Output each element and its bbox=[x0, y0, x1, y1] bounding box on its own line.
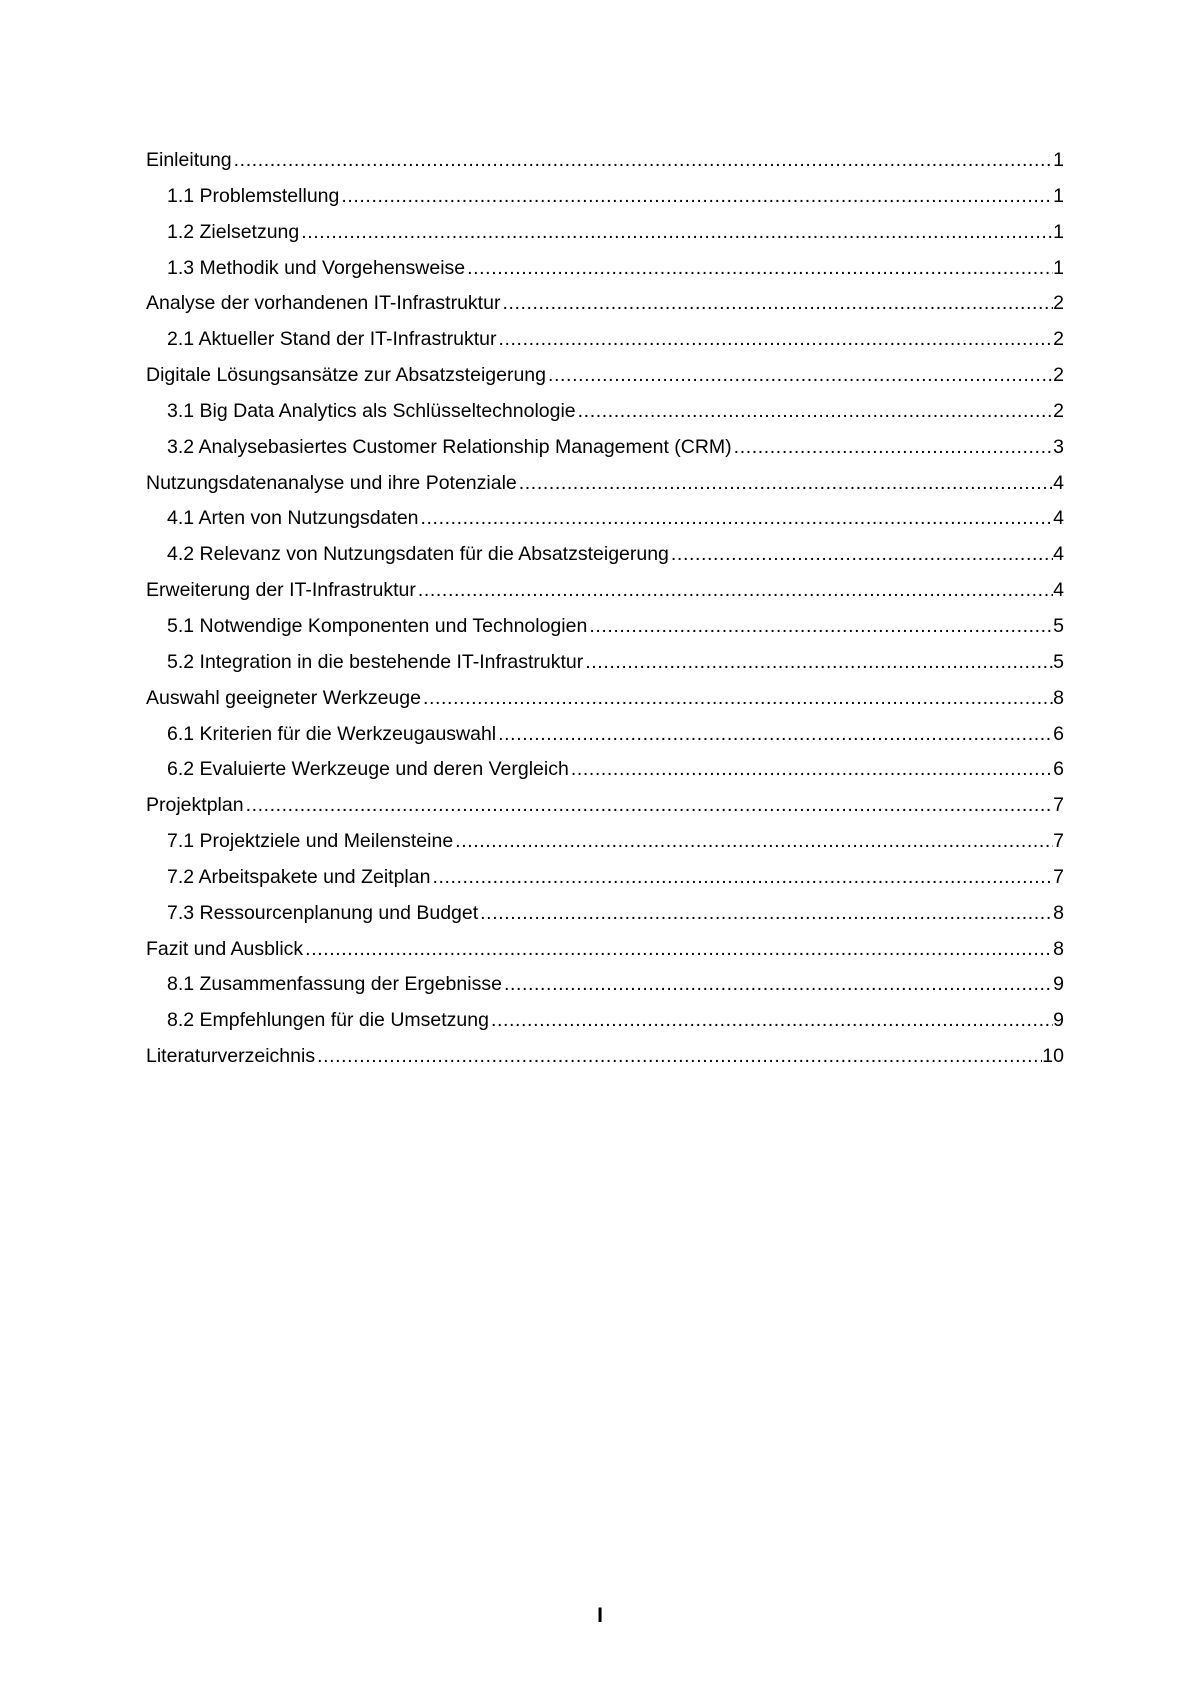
toc-chapter-entry[interactable] bbox=[146, 1039, 1064, 1075]
toc-entry-page-number: 9 bbox=[1053, 1009, 1064, 1032]
toc-dot-leader bbox=[489, 1003, 1053, 1039]
toc-dot-leader bbox=[496, 717, 1053, 753]
toc-section-entry[interactable] bbox=[146, 645, 1064, 681]
toc-entry-page-number: 2 bbox=[1053, 328, 1064, 351]
toc-entry-title: 7.2 Arbeitspakete und Zeitplan bbox=[167, 865, 431, 888]
toc-section-entry[interactable] bbox=[146, 394, 1064, 430]
toc-section-entry[interactable] bbox=[146, 860, 1064, 896]
toc-entry-page-number: 4 bbox=[1053, 507, 1064, 530]
toc-entry-page-number: 10 bbox=[1042, 1045, 1064, 1068]
toc-section-entry[interactable] bbox=[146, 179, 1064, 215]
toc-chapter-entry[interactable] bbox=[146, 286, 1064, 322]
toc-entry-page-number: 7 bbox=[1053, 830, 1064, 853]
page-number: I bbox=[597, 1604, 603, 1627]
toc-dot-leader bbox=[576, 394, 1053, 430]
toc-dot-leader bbox=[583, 645, 1053, 681]
toc-entry-page-number: 8 bbox=[1053, 901, 1064, 924]
toc-dot-leader bbox=[502, 967, 1053, 1003]
toc-dot-leader bbox=[546, 358, 1053, 394]
toc-dot-leader bbox=[587, 609, 1053, 645]
table-of-contents bbox=[146, 143, 1064, 1075]
toc-entry-page-number: 8 bbox=[1053, 937, 1064, 960]
toc-entry-page-number: 3 bbox=[1053, 435, 1064, 458]
toc-entry-title: Erweiterung der IT-Infrastruktur bbox=[146, 579, 416, 602]
toc-section-entry[interactable] bbox=[146, 609, 1064, 645]
toc-entry-title: Auswahl geeigneter Werkzeuge bbox=[146, 686, 421, 709]
toc-entry-title: 6.2 Evaluierte Werkzeuge und deren Vergleich bbox=[167, 758, 569, 781]
toc-entry-page-number: 2 bbox=[1053, 292, 1064, 315]
toc-section-entry[interactable] bbox=[146, 322, 1064, 358]
toc-entry-page-number: 9 bbox=[1053, 973, 1064, 996]
toc-chapter-entry[interactable] bbox=[146, 788, 1064, 824]
toc-section-entry[interactable] bbox=[146, 1003, 1064, 1039]
toc-section-entry[interactable] bbox=[146, 824, 1064, 860]
toc-entry-title: 8.2 Empfehlungen für die Umsetzung bbox=[167, 1009, 489, 1032]
toc-dot-leader bbox=[299, 215, 1053, 251]
toc-dot-leader bbox=[430, 860, 1053, 896]
toc-dot-leader bbox=[732, 430, 1053, 466]
toc-entry-page-number: 1 bbox=[1053, 220, 1064, 243]
toc-entry-title: 2.1 Aktueller Stand der IT-Infrastruktur bbox=[167, 328, 497, 351]
toc-chapter-entry[interactable] bbox=[146, 932, 1064, 968]
toc-entry-title: 4.2 Relevanz von Nutzungsdaten für die Absatzsteigerung bbox=[167, 543, 669, 566]
toc-chapter-entry[interactable] bbox=[146, 573, 1064, 609]
toc-entry-page-number: 1 bbox=[1053, 149, 1064, 171]
toc-entry-page-number: 5 bbox=[1053, 650, 1064, 673]
toc-section-entry[interactable] bbox=[146, 215, 1064, 251]
toc-section-entry[interactable] bbox=[146, 537, 1064, 573]
toc-dot-leader bbox=[497, 322, 1054, 358]
toc-chapter-entry[interactable] bbox=[146, 143, 1064, 179]
toc-dot-leader bbox=[569, 752, 1053, 788]
toc-entry-page-number: 4 bbox=[1053, 471, 1064, 494]
toc-entry-title: Analyse der vorhandenen IT-Infrastruktur bbox=[146, 292, 501, 315]
toc-dot-leader bbox=[315, 1039, 1042, 1075]
toc-entry-title: Fazit und Ausblick bbox=[146, 937, 304, 960]
toc-entry-page-number: 7 bbox=[1053, 794, 1064, 817]
toc-chapter-entry[interactable] bbox=[146, 466, 1064, 502]
toc-dot-leader bbox=[500, 286, 1053, 322]
toc-section-entry[interactable] bbox=[146, 967, 1064, 1003]
toc-dot-leader bbox=[416, 573, 1053, 609]
toc-entry-title: Nutzungsdatenanalyse und ihre Potenziale bbox=[146, 471, 517, 494]
toc-entry-title: Einleitung bbox=[146, 149, 232, 171]
toc-dot-leader bbox=[244, 788, 1054, 824]
toc-entry-page-number: 6 bbox=[1053, 722, 1064, 745]
toc-entry-title: 6.1 Kriterien für die Werkzeugauswahl bbox=[167, 722, 497, 745]
toc-dot-leader bbox=[339, 179, 1053, 215]
toc-entry-title: 3.2 Analysebasiertes Customer Relationship Management (CRM) bbox=[167, 435, 732, 458]
toc-entry-page-number: 2 bbox=[1053, 399, 1064, 422]
toc-entry-title: 4.1 Arten von Nutzungsdaten bbox=[167, 507, 419, 530]
toc-section-entry[interactable] bbox=[146, 752, 1064, 788]
toc-dot-leader bbox=[478, 896, 1053, 932]
toc-entry-page-number: 6 bbox=[1053, 758, 1064, 781]
toc-entry-page-number: 1 bbox=[1053, 256, 1064, 279]
toc-dot-leader bbox=[517, 466, 1053, 502]
toc-entry-page-number: 8 bbox=[1053, 686, 1064, 709]
toc-entry-title: 7.3 Ressourcenplanung und Budget bbox=[167, 901, 479, 924]
toc-entry-page-number: 4 bbox=[1053, 579, 1064, 602]
toc-entry-title: 3.1 Big Data Analytics als Schlüsseltechnologie bbox=[167, 399, 576, 422]
toc-chapter-entry[interactable] bbox=[146, 358, 1064, 394]
toc-dot-leader bbox=[465, 251, 1053, 287]
toc-entry-title: Digitale Lösungsansätze zur Absatzsteigerung bbox=[146, 364, 546, 387]
toc-section-entry[interactable] bbox=[146, 896, 1064, 932]
toc-dot-leader bbox=[669, 537, 1053, 573]
toc-entry-page-number: 1 bbox=[1053, 184, 1064, 207]
toc-dot-leader bbox=[303, 932, 1053, 968]
toc-entry-title: 1.1 Problemstellung bbox=[167, 184, 340, 207]
toc-section-entry[interactable] bbox=[146, 501, 1064, 537]
toc-entry-title: 1.3 Methodik und Vorgehensweise bbox=[167, 256, 466, 279]
toc-entry-title: 5.1 Notwendige Komponenten und Technologien bbox=[167, 614, 588, 637]
toc-entry-title: Literaturverzeichnis bbox=[146, 1045, 316, 1068]
toc-entry-page-number: 2 bbox=[1053, 364, 1064, 387]
toc-entry-title: Projektplan bbox=[146, 794, 244, 817]
toc-dot-leader bbox=[453, 824, 1053, 860]
toc-section-entry[interactable] bbox=[146, 717, 1064, 753]
toc-dot-leader bbox=[419, 501, 1054, 537]
toc-entry-page-number: 7 bbox=[1053, 865, 1064, 888]
toc-entry-title: 8.1 Zusammenfassung der Ergebnisse bbox=[167, 973, 502, 996]
toc-entry-title: 1.2 Zielsetzung bbox=[167, 220, 300, 243]
toc-entry-page-number: 4 bbox=[1053, 543, 1064, 566]
toc-section-entry[interactable] bbox=[146, 251, 1064, 287]
toc-entry-title: 5.2 Integration in die bestehende IT-Infrastruktur bbox=[167, 650, 584, 673]
toc-entry-title: 7.1 Projektziele und Meilensteine bbox=[167, 830, 454, 853]
toc-dot-leader bbox=[232, 143, 1053, 179]
toc-chapter-entry[interactable] bbox=[146, 681, 1064, 717]
toc-section-entry[interactable] bbox=[146, 430, 1064, 466]
toc-dot-leader bbox=[421, 681, 1053, 717]
toc-entry-page-number: 5 bbox=[1053, 614, 1064, 637]
